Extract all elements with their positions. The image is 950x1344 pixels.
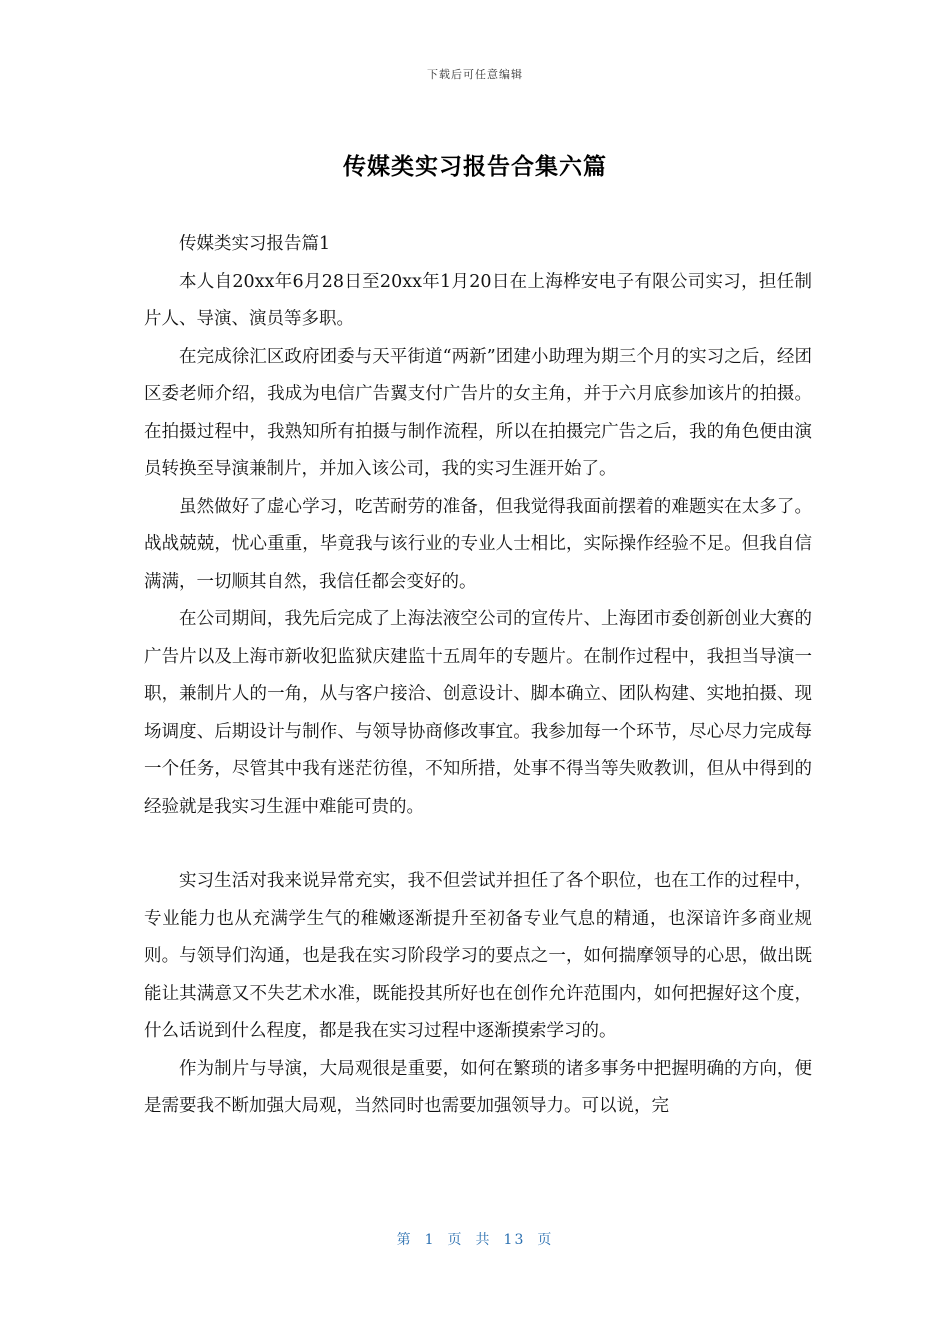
footer-page-number: 1 bbox=[424, 1232, 436, 1248]
footer-label-page: 第 bbox=[396, 1232, 413, 1248]
header-note: 下载后可任意编辑 bbox=[427, 68, 523, 81]
paragraph-spacer bbox=[144, 826, 812, 863]
document-title: 传媒类实习报告合集六篇 bbox=[343, 154, 607, 180]
footer-label-pages: 页 bbox=[537, 1232, 554, 1248]
document-body bbox=[144, 226, 812, 1126]
footer-label-total: 共 bbox=[475, 1232, 492, 1248]
paragraph-5: 实习生活对我来说异常充实，我不但尝试并担任了各个职位，也在工作的过程中，专业能力也从充满学生气的稚嫩逐渐提升至初备专业气息的精通，也深谙许多商业规则。与领导们沟通，也是我在实习阶段学习的要点之一，如何揣摩领导的心思，做出既能让其满意又不失艺术水准，既能投其所好也在创作允许范围内，如何把握好这个度，什么话说到什么程度，都是我在实习过程中逐渐摸索学习的。 bbox=[144, 871, 812, 1041]
paragraph-4: 在公司期间，我先后完成了上海法液空公司的宣传片、上海团市委创新创业大赛的广告片以及上海市新收犯监狱庆建监十五周年的专题片。在制作过程中，我担当导演一职，兼制片人的一角，从与客户接洽、创意设计、脚本确立、团队构建、实地拍摄、现场调度、后期设计与制作、与领导协商修改事宜。我参加每一个环节，尽心尽力完成每一个任务，尽管其中我有迷茫彷徨，不知所措，处事不得当等失败教训，但从中得到的经验就是我实习生涯中难能可贵的。 bbox=[144, 609, 812, 817]
paragraph-6: 作为制片与导演，大局观很是重要，如何在繁琐的诸多事务中把握明确的方向，便是需要我不断加强大局观，当然同时也需要加强领导力。可以说，完 bbox=[144, 1058, 812, 1116]
section-heading: 传媒类实习报告篇1 bbox=[179, 234, 331, 254]
paragraph-1: 本人自20xx年6月28日至20xx年1月20日在上海桦安电子有限公司实习，担任制片人、导演、演员等多职。 bbox=[144, 271, 812, 329]
paragraph-2: 在完成徐汇区政府团委与天平街道“两新”团建小助理为期三个月的实习之后，经团区委老师介绍，我成为电信广告翼支付广告片的女主角，并于六月底参加该片的拍摄。在拍摄过程中，我熟知所有拍摄与制作流程，所以在拍摄完广告之后，我的角色便由演员转换至导演兼制片，并加入该公司，我的实习生涯开始了。 bbox=[144, 346, 812, 479]
footer-total-pages: 13 bbox=[503, 1232, 526, 1248]
footer-label-of: 页 bbox=[447, 1232, 464, 1248]
page-footer bbox=[0, 1229, 950, 1249]
paragraph-3: 虽然做好了虚心学习，吃苦耐劳的准备，但我觉得我面前摆着的难题实在太多了。战战兢兢，忧心重重，毕竟我与该行业的专业人士相比，实际操作经验不足。但我自信满满，一切顺其自然，我信任都会变好的。 bbox=[144, 496, 812, 592]
